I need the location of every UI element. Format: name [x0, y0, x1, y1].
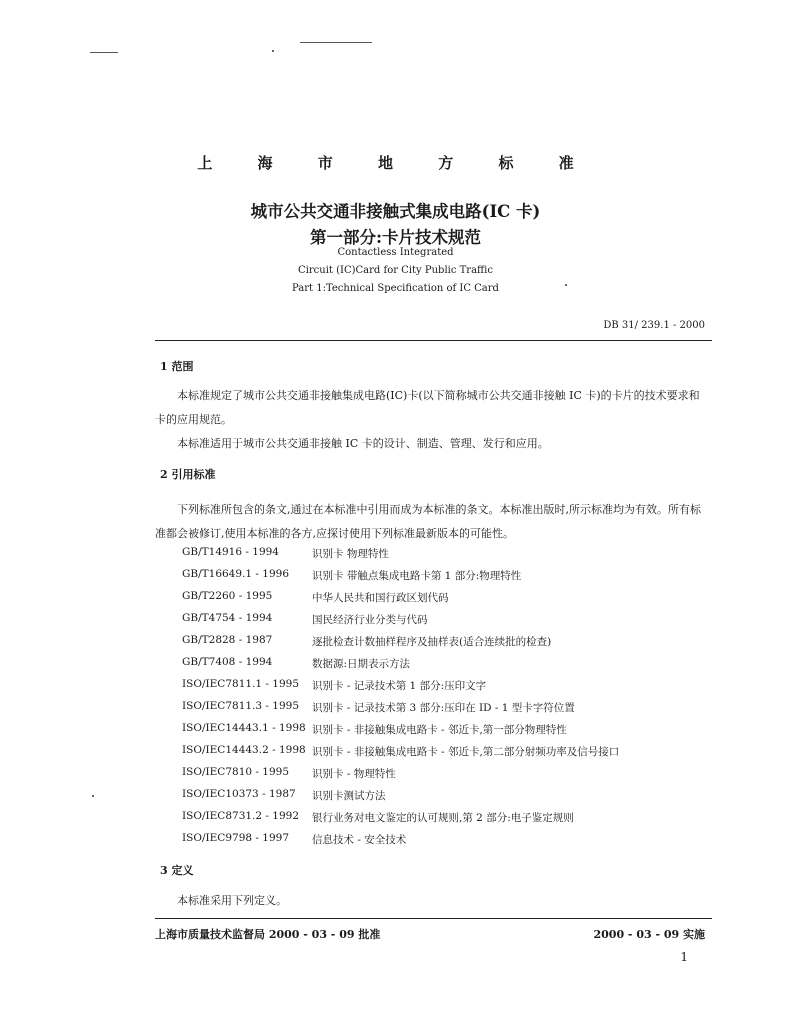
- header-rule: [155, 340, 712, 341]
- title-en-line2: Circuit (IC)Card for City Public Traffic: [298, 265, 493, 276]
- footer-rule: [155, 918, 712, 919]
- reference-title: 识别卡测试方法: [312, 790, 386, 802]
- reference-code: ISO/IEC9798 - 1997: [182, 832, 289, 844]
- implement-date: 2000 - 03 - 09 实施: [593, 928, 705, 941]
- reference-title: 识别卡 物理特性: [312, 548, 389, 560]
- reference-code: GB/T4754 - 1994: [182, 612, 273, 624]
- reference-title: 识别卡 - 非接触集成电路卡 - 邻近卡,第一部分物理特性: [312, 724, 567, 736]
- scan-artifact: [90, 52, 118, 53]
- standard-code: DB 31/ 239.1 - 2000: [603, 320, 705, 331]
- approval-line: 上海市质量技术监督局 2000 - 03 - 09 批准: [155, 928, 381, 941]
- reference-code: GB/T2260 - 1995: [182, 590, 273, 602]
- reference-code: GB/T14916 - 1994: [182, 546, 279, 558]
- reference-code: GB/T7408 - 1994: [182, 656, 273, 668]
- scan-artifact: [92, 795, 94, 797]
- section-scope-para2: 本标准适用于城市公共交通非接触 IC 卡的设计、制造、管理、发行和应用。: [177, 437, 549, 450]
- reference-code: ISO/IEC14443.1 - 1998: [182, 722, 306, 734]
- reference-code: ISO/IEC14443.2 - 1998: [182, 744, 306, 756]
- scan-artifact: [300, 42, 372, 43]
- reference-code: GB/T2828 - 1987: [182, 634, 273, 646]
- reference-code: ISO/IEC7811.1 - 1995: [182, 678, 300, 690]
- title-cn-line1: 城市公共交通非接触式集成电路(IC 卡): [250, 202, 541, 221]
- section-defs-heading: 3 定义: [160, 864, 194, 877]
- reference-code: ISO/IEC10373 - 1987: [182, 788, 296, 800]
- reference-title: 识别卡 - 记录技术第 1 部分:压印文字: [312, 680, 487, 692]
- reference-title: 识别卡 - 物理特性: [312, 768, 396, 780]
- section-defs-para: 本标准采用下列定义。: [177, 894, 287, 907]
- reference-title: 逐批检查计数抽样程序及抽样表(适合连续批的检查): [312, 636, 552, 648]
- reference-code: ISO/IEC7810 - 1995: [182, 766, 289, 778]
- title-cn-line2: 第一部分:卡片技术规范: [309, 228, 482, 247]
- reference-code: GB/T16649.1 - 1996: [182, 568, 290, 580]
- reference-title: 国民经济行业分类与代码: [312, 614, 428, 626]
- scan-artifact: [272, 50, 274, 52]
- reference-title: 银行业务对电文鉴定的认可规则,第 2 部分:电子鉴定规则: [312, 812, 574, 824]
- reference-code: ISO/IEC8731.2 - 1992: [182, 810, 300, 822]
- reference-title: 识别卡 带触点集成电路卡第 1 部分:物理特性: [312, 570, 522, 582]
- reference-title: 信息技术 - 安全技术: [312, 834, 407, 846]
- reference-title: 识别卡 - 非接触集成电路卡 - 邻近卡,第二部分射频功率及信号接口: [312, 746, 620, 758]
- standard-category: 上 海 市 地 方 标 准: [197, 154, 594, 172]
- reference-title: 中华人民共和国行政区划代码: [312, 592, 449, 604]
- section-refs-intro: 下列标准所包含的条文,通过在本标准中引用而成为本标准的条文。本标准出版时,所示标准均为有效。所有标准都会被修订,使用本标准的各方,应探讨使用下列标准最新版本的可能性。: [155, 503, 701, 540]
- title-en-line3: Part 1:Technical Specification of IC Card: [292, 283, 499, 294]
- section-scope-para1: 本标准规定了城市公共交通非接触集成电路(IC)卡(以下简称城市公共交通非接触 IC 卡)的卡片的技术要求和卡的应用规范。: [155, 389, 700, 426]
- reference-title: 数据源:日期表示方法: [312, 658, 411, 670]
- section-refs-heading: 2 引用标准: [160, 468, 216, 481]
- title-en-line1: Contactless Integrated: [337, 247, 454, 258]
- reference-title: 识别卡 - 记录技术第 3 部分:压印在 ID - 1 型卡字符位置: [312, 702, 575, 714]
- page-number: 1: [680, 950, 688, 964]
- section-scope-heading: 1 范围: [160, 360, 194, 373]
- reference-code: ISO/IEC7811.3 - 1995: [182, 700, 300, 712]
